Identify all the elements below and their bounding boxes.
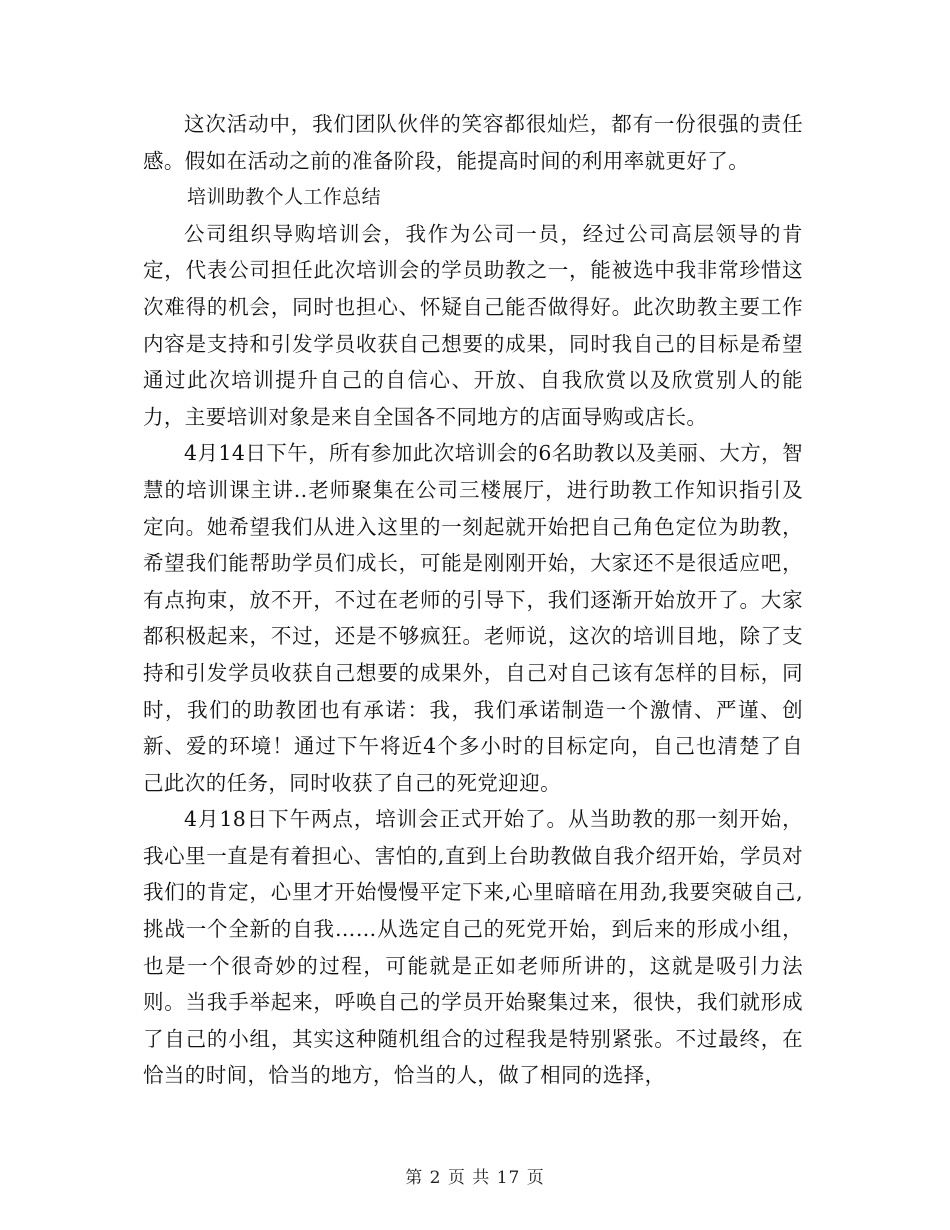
document-body — [143, 106, 803, 1094]
paragraph-april-18: 4月18日下午两点，培训会正式开始了。从当助教的那一刻开始，我心里一直是有着担心、害怕的,直到上台助教做自我介绍开始，学员对我们的肯定，心里才开始慢慢平定下来,心里暗暗在用劲,我要突破自己,挑战一个全新的自我……从选定自己的死党开始，到后来的形成小组，也是一个很奇妙的过程，可能就是正如老师所讲的，这就是吸引力法则。当我手举起来，呼唤自己的学员开始聚集过来，很快，我们就形成了自己的小组，其实这种随机组合的过程我是特别紧张。不过最终，在恰当的时间，恰当的地方，恰当的人，做了相同的选择， — [143, 807, 803, 1088]
paragraph-april-14: 4月14日下午，所有参加此次培训会的6名助教以及美丽、大方，智慧的培训课主讲..老师聚集在公司三楼展厅，进行助教工作知识指引及定向。她希望我们从进入这里的一刻起就开始把自己角色定位为助教，希望我们能帮助学员们成长，可能是刚刚开始，大家还不是很适应吧，有点拘束，放不开，不过在老师的引导下，我们逐渐开始放开了。大家都积极起来，不过，还是不够疯狂。老师说，这次的培训目地，除了支持和引发学员收获自己想要的成果外，自己对自己该有怎样的目标，同时，我们的助教团也有承诺：我，我们承诺制造一个激情、严谨、创新、爱的环境！通过下午将近4个多小时的目标定向，自己也清楚了自己此次的任务，同时收获了自己的死党迎迎。 — [143, 441, 803, 795]
paragraph-introduction: 公司组织导购培训会，我作为公司一员，经过公司高层领导的肯定，代表公司担任此次培训会的学员助教之一，能被选中我非常珍惜这次难得的机会，同时也担心、怀疑自己能否做得好。此次助教主要工作内容是支持和引发学员收获自己想要的成果，同时我自己的目标是希望通过此次培训提升自己的自信心、开放、自我欣赏以及欣赏别人的能力，主要培训对象是来自全国各不同地方的店面导购或店长。 — [143, 221, 803, 429]
paragraph-activity-reflection: 这次活动中，我们团队伙伴的笑容都很灿烂，都有一份很强的责任感。假如在活动之前的准备阶段，能提高时间的利用率就更好了。 — [143, 112, 803, 173]
page-number-footer: 第 2 页 共 17 页 — [405, 1168, 545, 1188]
section-heading: 培训助教个人工作总结 — [187, 186, 382, 209]
